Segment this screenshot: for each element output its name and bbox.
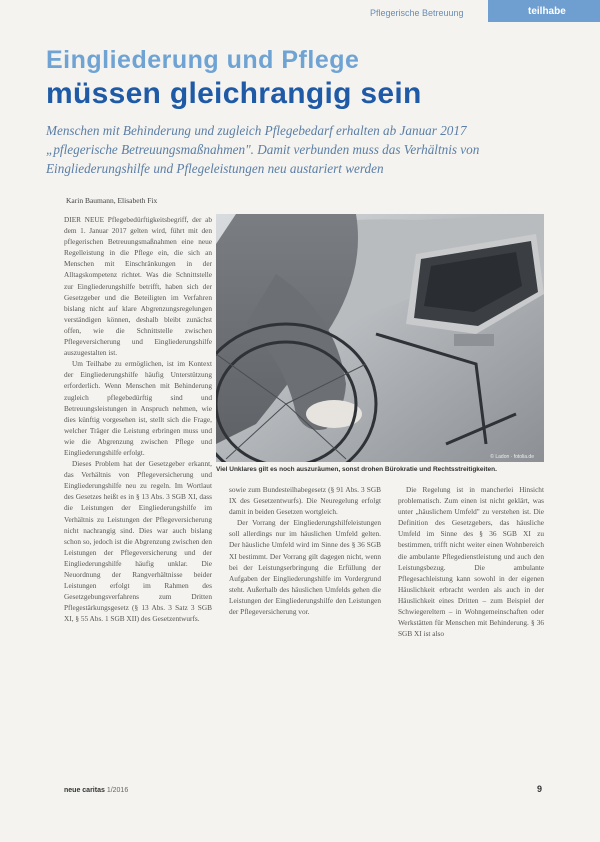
section-rubric: Pflegerische Betreuung [370,8,464,18]
paragraph: DIER NEUE Pflegebedürftigkeitsbegriff, der ab dem 1. Januar 2017 gelten wird, führt mit den pflegerischen Betreuungsmaßnahmen eine neue Regelleistung in die Pflege ein, die sich an Menschen mit Einschränkungen in der Alltagskompetenz richtet. Was die Schnittstelle zur Eingliederungshilfe betrifft, haben sich der Gesetzgeber und die Beteiligten im Verfahren bislang nicht auf klare Abgrenzungsregelungen verständigen können, deshalb bleibt zunächst offen, wie die Schnittstelle zwischen Pflegeversicherung und Eingliederungshilfe auszugestalten ist. [64,215,212,358]
page-number: 9 [537,784,543,794]
footer-magazine [64,787,128,794]
body-column-3 [398,484,544,639]
paragraph: Um Teilhabe zu ermöglichen, ist im Kontext der Eingliederungshilfe häufig Unterstützung erforderlich. Wenn Menschen mit Behinderung zugleich pflegebedürftig sind und Betreuungsleistungen in Anspruch nehmen, wie dies künftig vorgesehen ist, stellt sich die Frage, welcher Träger die Leistung erbringen muss und wie die Abgrenzung zwischen Pflege und Eingliederungshilfe erfolgt. [64,359,212,457]
paragraph: Die Regelung ist in mancherlei Hinsicht problematisch. Zum einen ist nicht geklärt, was unter „häuslichem Umfeld" zu verstehen ist. Die Definition des Gesetzgebers, das häusliche Umfeld im Sinne des § 36 SGB XI zu bestimmen, trifft nicht weiter einen Wohnbereich die ambulante Pflegedienstleistung und auch den Leistungsbezug. Die ambulante Pflegesachleistung kann sowohl in der eigenen Häuslichkeit erbracht werden als auch in der Häuslichkeit eines Dritten – zum Beispiel der Schwiegereltern – in Wohngemeinschaften oder Werkstätten für Menschen mit Behinderung. § 36 SGB XI ist also [398,485,544,639]
lede [46,121,556,178]
lede-line: Menschen mit Behinderung und zugleich Pflegebedarf erhalten ab Januar 2017 [46,123,467,138]
wheelchair-laptop-photo [216,214,544,462]
lede-line: Eingliederungshilfe und Pflegeleistungen neu austariert werden [46,161,384,176]
paragraph: sowie zum Bundesteilhabegesetz (§ 91 Abs. 3 SGB IX des Gesetzentwurfs). Die Neuregelung erfolgt damit in beiden Gesetzen wortgleich. [229,485,381,517]
headline-line2: müssen gleichrangig sein [46,77,422,110]
section-tab [488,0,600,22]
photo-caption: Viel Unklares gilt es noch auszuräumen, sonst drohen Bürokratie und Rechtsstreitigkeiten. [216,466,497,473]
paragraph: Dieses Problem hat der Gesetzgeber erkannt, das Verhältnis von Pflegeversicherung und Eingliederungshilfe neu zu regeln. Im Wortlaut des Gesetzes heißt es in § 13 Abs. 3 SGB XI, dass die Leistungen der Eingliederungshilfe im Verhältnis zu Leistungen der Pflegeversicherung nicht nachrangig sind. Dies war auch bislang schon so, jedoch ist die Abgrenzung zwischen den Leistungen der Pflegeversicherung und der Eingliederungshilfe häufig unklar. Die Neuordnung der Rangverhältnisse beider Leistungen erfolgt im Rahmen des Gesetzgebungsverfahrens zum Dritten Pflegestärkungsgesetz (§ 13 Abs. 3 Satz 3 SGB XI, § 55 Abs. 1 SGB XII) des Gesetzentwurfs. [64,459,212,624]
section-tab-label: teilhabe [528,6,566,17]
magazine-issue: 1/2016 [106,787,129,794]
headline-line1: Eingliederung und Pflege [46,46,360,74]
lede-line: „pflegerische Betreuungsmaßnahmen". Damit verbunden muss das Verhältnis von [46,142,480,157]
photo-credit: © Ladon · fotolia.de [490,454,534,460]
magazine-name: neue caritas [64,787,105,794]
byline: Karin Baumann, Elisabeth Fix [66,196,158,205]
body-column-1 [64,214,212,624]
body-column-2 [229,484,381,617]
paragraph: Der Vorrang der Eingliederungshilfeleistungen soll allerdings nur im häuslichen Umfeld gelten. Der häusliche Umfeld wird im Sinne des § 36 SGB XI bestimmt. Der Vorrang gilt dagegen nicht, wenn bei der Leistungserbringung die Erfüllung der Aufgaben der Eingliederungshilfe im Vordergrund steht. Außerhalb des häuslichen Umfelds gehen die Leistungen der Eingliederungshilfe den Leistungen der Pflegeversicherung vor. [229,518,381,617]
